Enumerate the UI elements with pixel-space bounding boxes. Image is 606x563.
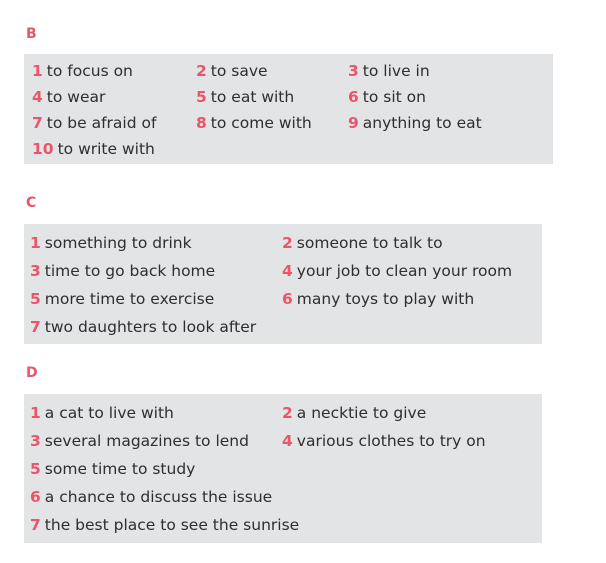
item-number: 2 [282, 234, 293, 252]
item-number: 6 [282, 290, 293, 308]
item-number: 9 [348, 114, 359, 132]
item-text: someone to talk to [296, 234, 443, 252]
item-number: 4 [282, 432, 293, 450]
item-text: to focus on [46, 62, 133, 80]
answer-box-c [24, 224, 542, 344]
answer-item [196, 113, 312, 133]
item-text: several magazines to lend [44, 432, 249, 450]
section-label-b: B [26, 26, 37, 42]
answer-item [282, 289, 474, 309]
item-number: 2 [196, 62, 207, 80]
item-number: 3 [30, 432, 41, 450]
item-number: 5 [196, 88, 207, 106]
item-number: 4 [32, 88, 43, 106]
answer-item [30, 459, 195, 479]
item-number: 6 [30, 488, 41, 506]
answer-item [196, 61, 268, 81]
item-number: 5 [30, 460, 41, 478]
answer-item [30, 233, 192, 253]
answer-item [196, 87, 294, 107]
item-number: 6 [348, 88, 359, 106]
item-text: to be afraid of [46, 114, 157, 132]
item-text: a chance to discuss the issue [44, 488, 273, 506]
item-text: a necktie to give [296, 404, 427, 422]
item-text: to wear [46, 88, 106, 106]
item-text: to write with [57, 140, 155, 158]
answer-item [30, 403, 174, 423]
answer-item [30, 431, 249, 451]
answer-item [32, 139, 155, 159]
item-number: 3 [348, 62, 359, 80]
item-text: two daughters to look after [44, 318, 257, 336]
answer-item [282, 233, 443, 253]
section-label-d: D [26, 365, 38, 381]
answer-item [30, 289, 214, 309]
answer-item [348, 113, 482, 133]
item-number: 7 [32, 114, 43, 132]
answer-item [282, 403, 426, 423]
item-number: 1 [32, 62, 43, 80]
answer-item [32, 61, 133, 81]
answer-item [282, 261, 512, 281]
item-text: more time to exercise [44, 290, 215, 308]
item-text: your job to clean your room [296, 262, 513, 280]
item-text: time to go back home [44, 262, 216, 280]
item-text: various clothes to try on [296, 432, 486, 450]
item-text: to save [210, 62, 268, 80]
item-text: a cat to live with [44, 404, 174, 422]
item-number: 4 [282, 262, 293, 280]
answer-item [32, 113, 156, 133]
item-text: to eat with [210, 88, 295, 106]
answer-item [348, 61, 430, 81]
item-number: 3 [30, 262, 41, 280]
item-text: the best place to see the sunrise [44, 516, 300, 534]
item-number: 1 [30, 234, 41, 252]
item-text: to come with [210, 114, 312, 132]
item-text: some time to study [44, 460, 196, 478]
item-number: 8 [196, 114, 207, 132]
answer-item [30, 261, 215, 281]
answer-box-b [24, 54, 553, 164]
item-text: many toys to play with [296, 290, 475, 308]
item-number: 7 [30, 318, 41, 336]
answer-item [30, 487, 272, 507]
item-number: 5 [30, 290, 41, 308]
answer-box-d [24, 394, 542, 543]
item-text: to sit on [362, 88, 426, 106]
item-number: 10 [32, 140, 54, 158]
answer-item [30, 515, 299, 535]
answer-item [30, 317, 256, 337]
item-number: 1 [30, 404, 41, 422]
item-text: something to drink [44, 234, 192, 252]
item-number: 7 [30, 516, 41, 534]
answer-item [282, 431, 486, 451]
item-text: anything to eat [362, 114, 482, 132]
section-label-c: C [26, 195, 37, 211]
answer-item [32, 87, 105, 107]
item-text: to live in [362, 62, 430, 80]
item-number: 2 [282, 404, 293, 422]
answer-item [348, 87, 426, 107]
